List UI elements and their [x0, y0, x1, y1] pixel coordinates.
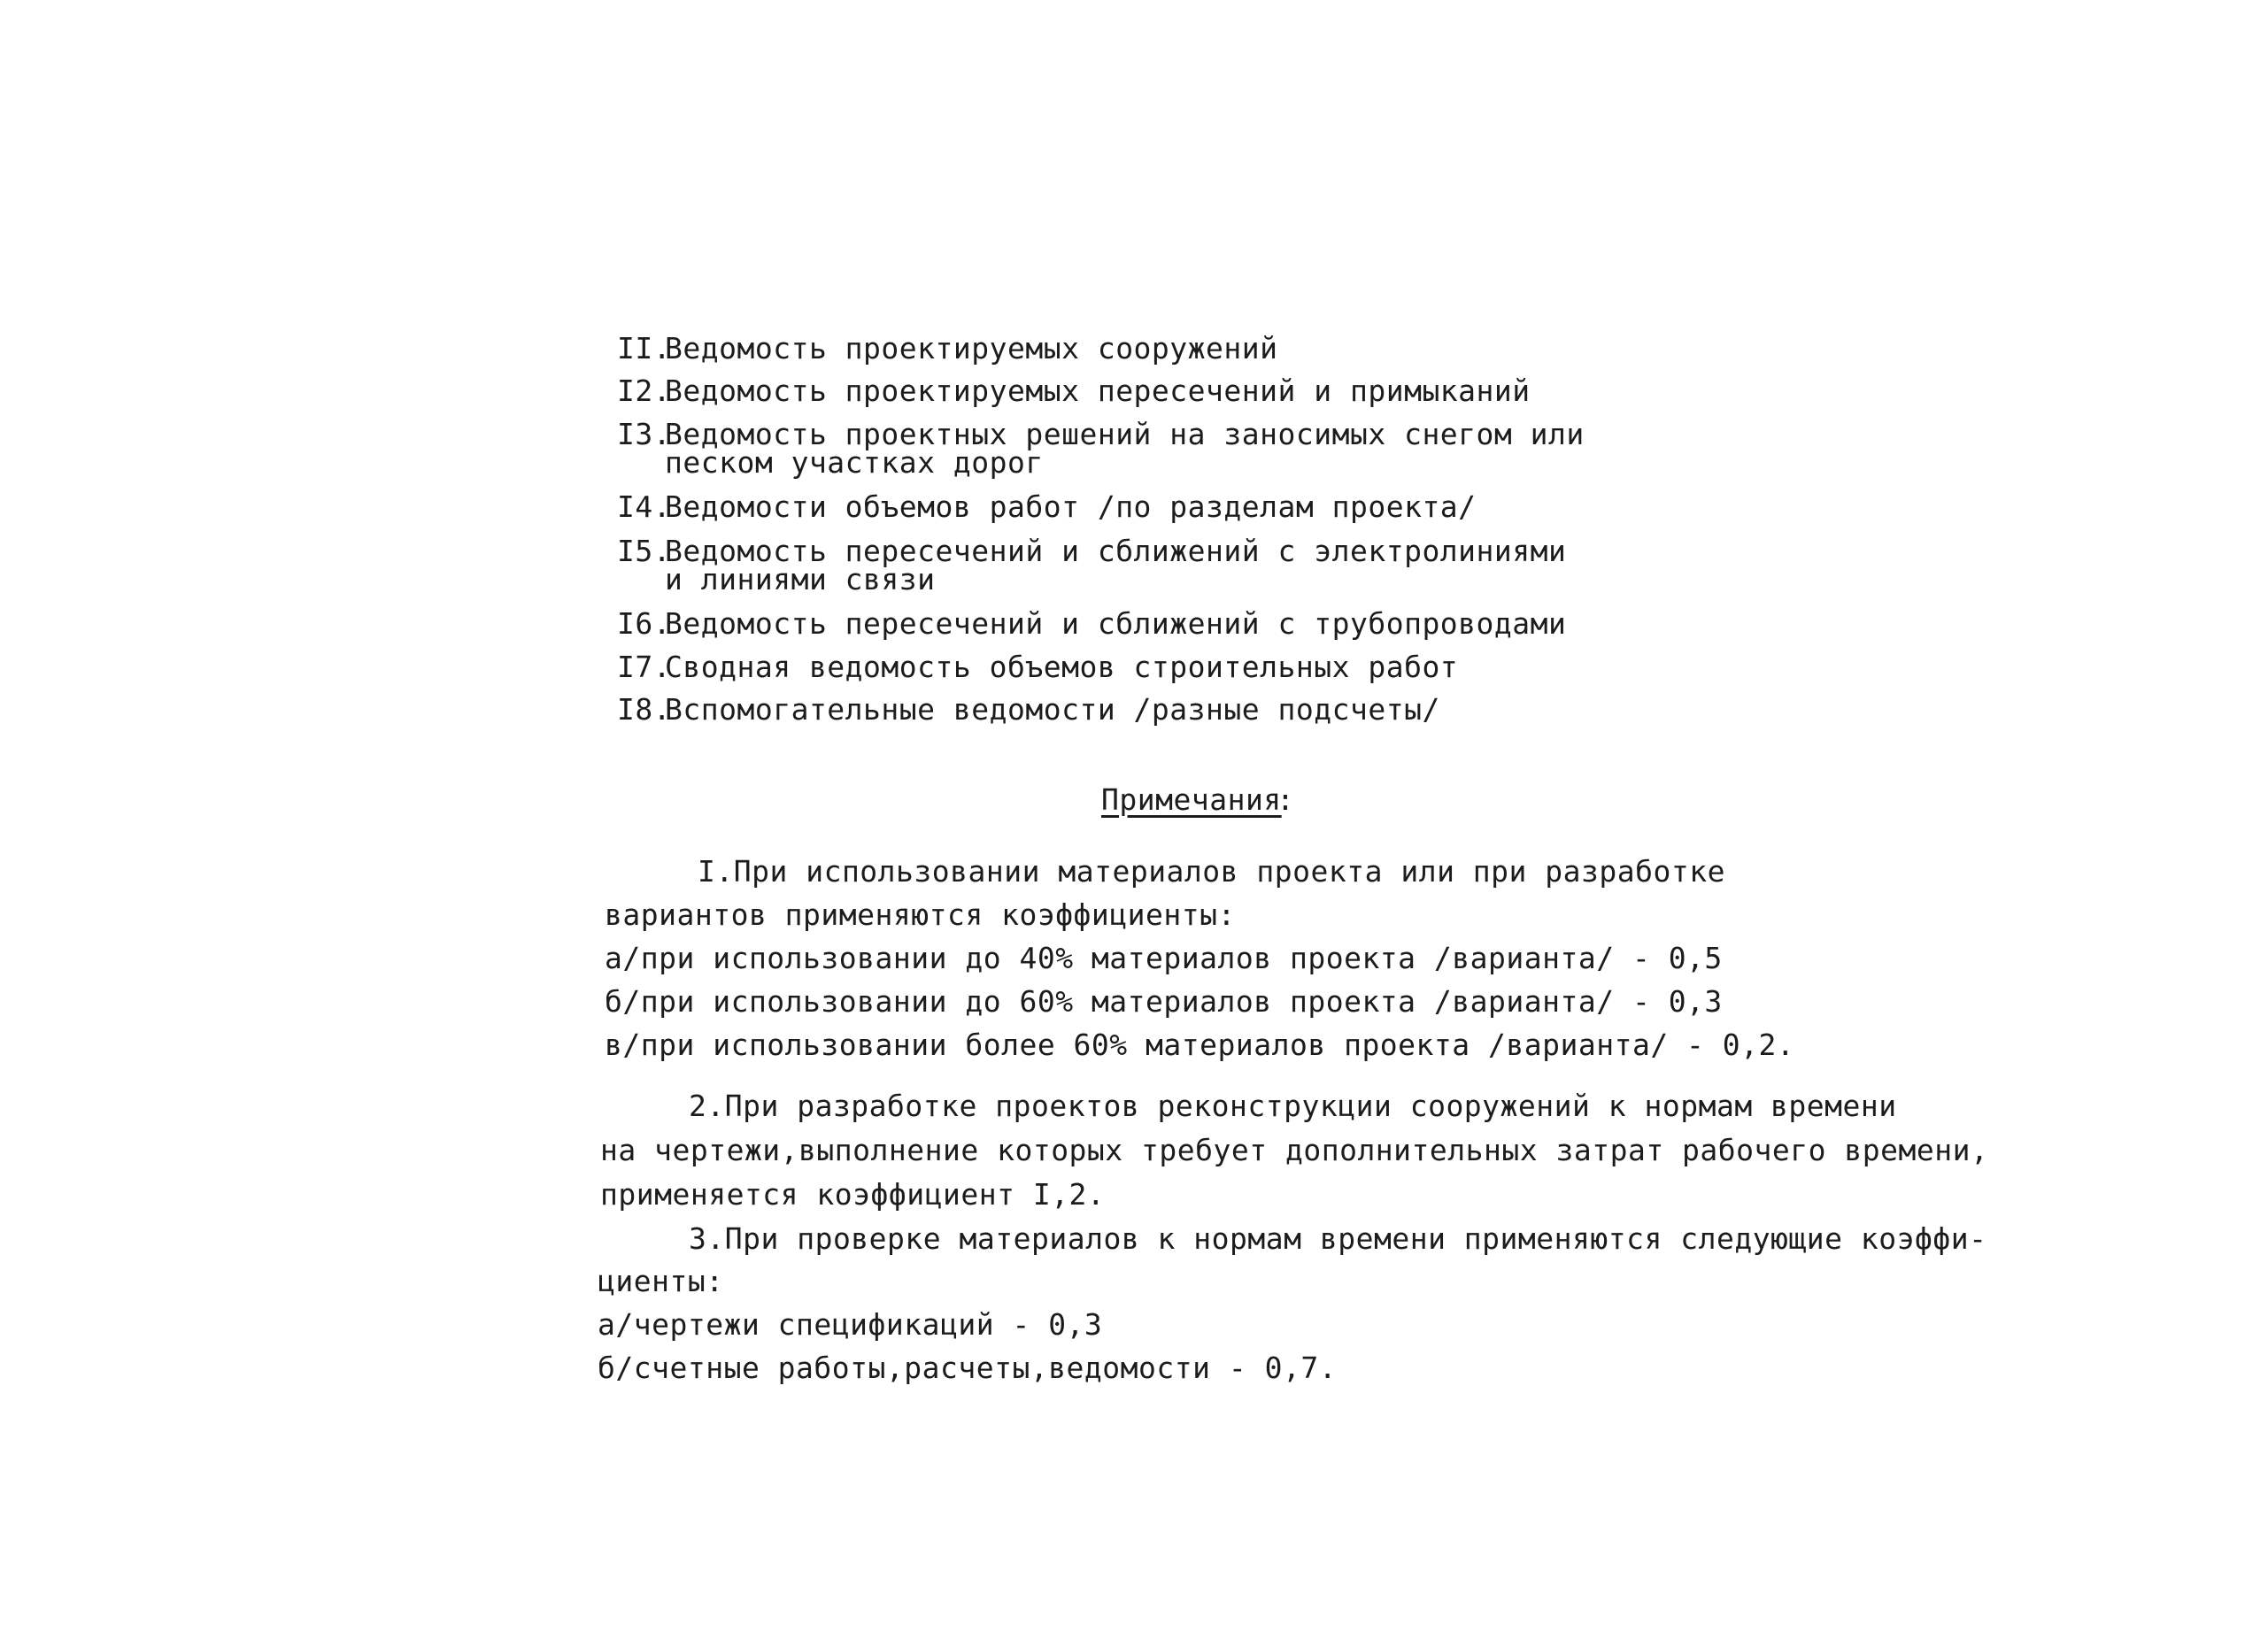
list-item-text-continued: и линиями связи: [665, 562, 936, 597]
list-item-number: I4.: [617, 489, 672, 524]
note-paragraph-line: 2.При разработке проектов реконструкции сооружений к нормам времени: [689, 1089, 1897, 1123]
list-item-text: Ведомости объемов работ /по разделам проекта/: [665, 489, 1477, 524]
note-paragraph-line: 3.При проверке материалов к нормам времени применяются следующие коэффи-: [689, 1221, 1987, 1256]
list-item-number: I7.: [617, 650, 672, 684]
list-item-text: Ведомость проектируемых пересечений и примыканий: [665, 373, 1531, 408]
list-item-text: Сводная ведомость объемов строительных работ: [665, 650, 1459, 684]
note-paragraph-line: вариантов применяются коэффициенты:: [605, 897, 1236, 932]
list-item-text: Ведомость пересечений и сближений с трубопроводами: [665, 606, 1567, 641]
list-item-text: Вспомогательные ведомости /разные подсчеты/: [665, 692, 1440, 727]
note-coefficient-line: б/при использовании до 60% материалов проекта /варианта/ - 0,3: [605, 984, 1723, 1019]
list-item-text: Ведомость пересечений и сближений с электролиниями: [665, 534, 1567, 568]
note-coefficient-line: а/чертежи спецификаций - 0,3: [598, 1307, 1103, 1342]
note-paragraph-line: применяется коэффициент I,2.: [600, 1177, 1106, 1212]
note-paragraph-line: I.При использовании материалов проекта или при разработке: [698, 854, 1725, 889]
list-item-number: I8.: [617, 692, 672, 727]
notes-heading-colon: :: [1277, 782, 1295, 817]
list-item-text: Ведомость проектируемых сооружений: [665, 331, 1278, 366]
note-coefficient-line: в/при использовании более 60% материалов проекта /варианта/ - 0,2.: [605, 1028, 1795, 1062]
note-coefficient-line: б/счетные работы,расчеты,ведомости - 0,7.: [598, 1351, 1338, 1385]
list-item-text-continued: песком участках дорог: [665, 445, 1044, 480]
note-coefficient-line: а/при использовании до 40% материалов проекта /варианта/ - 0,5: [605, 941, 1723, 975]
note-paragraph-line: циенты:: [598, 1264, 724, 1298]
list-item-text: Ведомость проектных решений на заносимых снегом или: [665, 417, 1585, 451]
list-item-number: I5.: [617, 534, 672, 568]
list-item-number: I3.: [617, 417, 672, 451]
note-paragraph-line: на чертежи,выполнение которых требует дополнительных затрат рабочего времени,: [600, 1133, 1989, 1167]
list-item-number: I2.: [617, 373, 672, 408]
list-item-number: I6.: [617, 606, 672, 641]
notes-heading-text: Примечания: [1101, 782, 1282, 817]
list-item-number: II.: [617, 331, 672, 366]
